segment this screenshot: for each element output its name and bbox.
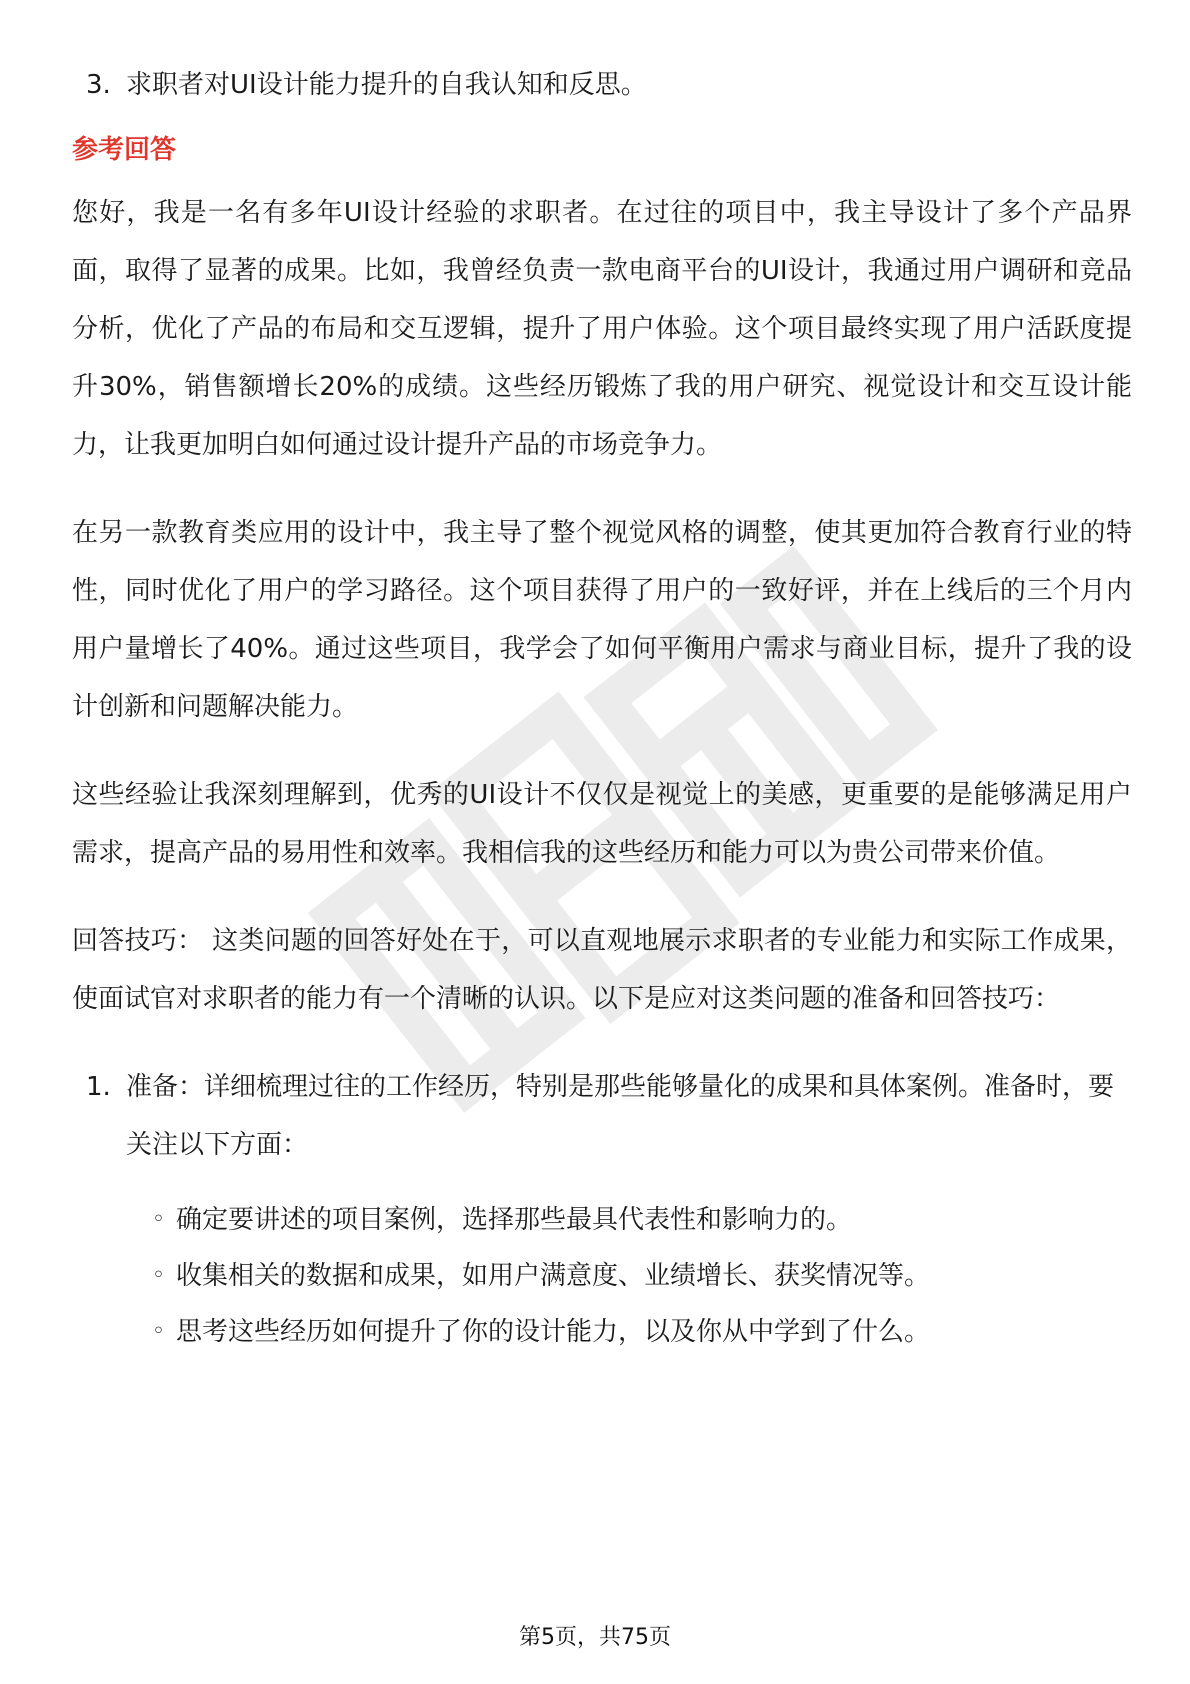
item-text: 求职者对UI设计能力提升的自我认知和反思。 [126,70,647,100]
sub-item-text: 思考这些经历如何提升了你的设计能力，以及你从中学到了什么。 [176,1317,931,1347]
numbered-item-1 [72,1058,1132,1174]
paragraph-tips: 回答技巧： 这类问题的回答好处在于，可以直观地展示求职者的专业能力和实际工作成果，使面试官对求职者的能力有一个清晰的认识。以下是应对这类问题的准备和回答技巧： [72,926,1132,1014]
sub-item-text: 确定要讲述的项目案例，选择那些最具代表性和影响力的。 [176,1205,853,1235]
item-number: 1. [86,1072,111,1102]
item-text: 准备：详细梳理过往的工作经历，特别是那些能够量化的成果和具体案例。准备时，要关注以下方面： [126,1072,1115,1160]
numbered-item-3 [72,56,1132,114]
sub-list [72,1192,1132,1360]
item-number: 3. [86,70,111,100]
page-number-footer: 第5页，共75页 [519,1625,671,1650]
section-title-reference-answer: 参考回答 [72,135,177,165]
sub-list-item [152,1304,1132,1360]
paragraph-1: 您好，我是一名有多年UI设计经验的求职者。在过往的项目中，我主导设计了多个产品界面，取得了显著的成果。比如，我曾经负责一款电商平台的UI设计，我通过用户调研和竞品分析，优化了产品的布局和交互逻辑，提升了用户体验。这个项目最终实现了用户活跃度提升30%，销售额增长20%的成绩。这些经历锻炼了我的用户研究、视觉设计和交互设计能力，让我更加明白如何通过设计提升产品的市场竞争力。 [72,198,1132,460]
paragraph-3: 这些经验让我深刻理解到，优秀的UI设计不仅仅是视觉上的美感，更重要的是能够满足用户需求，提高产品的易用性和效率。我相信我的这些经历和能力可以为贵公司带来价值。 [72,780,1132,868]
sub-item-text: 收集相关的数据和成果，如用户满意度、业绩增长、获奖情况等。 [176,1261,931,1291]
bullet-icon: ◦ [152,1207,165,1232]
bullet-icon: ◦ [152,1263,165,1288]
paragraph-2: 在另一款教育类应用的设计中，我主导了整个视觉风格的调整，使其更加符合教育行业的特性，同时优化了用户的学习路径。这个项目获得了用户的一致好评，并在上线后的三个月内用户量增长了40%。通过这些项目，我学会了如何平衡用户需求与商业目标，提升了我的设计创新和问题解决能力。 [72,518,1132,722]
sub-list-item [152,1192,1132,1248]
content-area [72,56,1132,1360]
sub-list-item [152,1248,1132,1304]
bullet-icon: ◦ [152,1319,165,1344]
